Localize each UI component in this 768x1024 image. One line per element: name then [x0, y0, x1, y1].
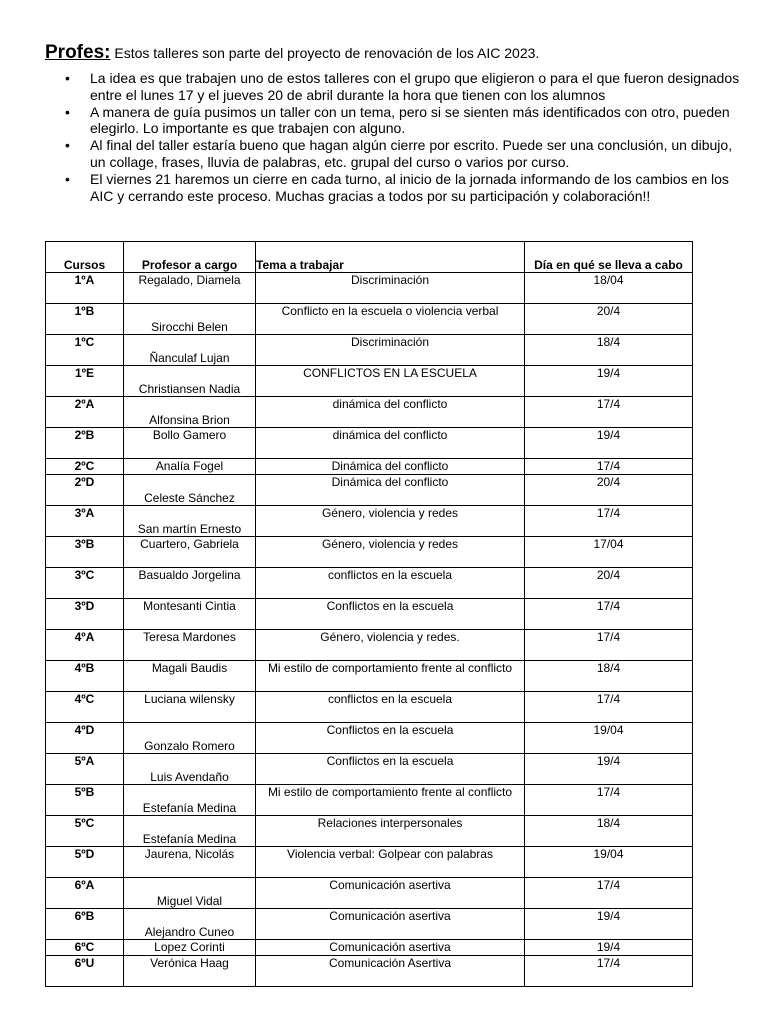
bullet-list: [45, 70, 745, 204]
curso-cell: 4ºD: [46, 723, 124, 754]
profesor-cell: Bollo Gamero: [124, 428, 256, 459]
header-cursos: Cursos: [46, 242, 124, 273]
curso-cell: 2ºA: [46, 397, 124, 428]
bullet-item: • Al final del taller estaría bueno que hagan algún cierre por escrito. Puede ser una conclusión, un dibujo, un collage, frases, lluvia de palabras, etc. grupal del curso o varios por curso.: [45, 137, 745, 171]
table-row: [46, 459, 693, 475]
curso-cell: 1ºE: [46, 366, 124, 397]
table-row: [46, 909, 693, 940]
table-row: [46, 878, 693, 909]
table-row: [46, 940, 693, 956]
profesor-cell: Cuartero, Gabriela: [124, 537, 256, 568]
table-row: [46, 273, 693, 304]
dia-cell: 20/4: [525, 304, 693, 335]
profesor-cell: Luciana wilensky: [124, 692, 256, 723]
dia-cell: 17/4: [525, 459, 693, 475]
curso-cell: 6ºC: [46, 940, 124, 956]
tema-cell: Mi estilo de comportamiento frente al conflicto: [256, 785, 525, 816]
table-row: [46, 956, 693, 987]
curso-cell: 1ºB: [46, 304, 124, 335]
dia-cell: 17/4: [525, 785, 693, 816]
dia-cell: 17/4: [525, 878, 693, 909]
profesor-cell: Lopez Corinti: [124, 940, 256, 956]
dia-cell: 17/4: [525, 630, 693, 661]
table-row: [46, 661, 693, 692]
dia-cell: 20/4: [525, 475, 693, 506]
profesor-cell: Analía Fogel: [124, 459, 256, 475]
dia-cell: 17/4: [525, 956, 693, 987]
tema-cell: Comunicación Asertiva: [256, 956, 525, 987]
profesor-cell: Estefanía Medina: [124, 816, 256, 847]
header-profesor: Profesor a cargo: [124, 242, 256, 273]
table-row: [46, 630, 693, 661]
dia-cell: 19/4: [525, 754, 693, 785]
curso-cell: 5ºD: [46, 847, 124, 878]
header-dia: Día en qué se lleva a cabo: [525, 242, 693, 273]
curso-cell: 4ºB: [46, 661, 124, 692]
table-row: [46, 397, 693, 428]
tema-cell: Discriminación: [256, 273, 525, 304]
table-row: [46, 723, 693, 754]
profesor-cell: Verónica Haag: [124, 956, 256, 987]
tema-cell: Discriminación: [256, 335, 525, 366]
profesor-cell: Ñanculaf Lujan: [124, 335, 256, 366]
profesor-cell: Jaurena, Nicolás: [124, 847, 256, 878]
tema-cell: conflictos en la escuela: [256, 692, 525, 723]
dia-cell: 19/4: [525, 428, 693, 459]
dia-cell: 19/4: [525, 909, 693, 940]
profesor-cell: Montesanti Cintia: [124, 599, 256, 630]
table-row: [46, 785, 693, 816]
tema-cell: Género, violencia y redes.: [256, 630, 525, 661]
table-header-row: [46, 242, 693, 273]
profesor-cell: Regalado, Diamela: [124, 273, 256, 304]
intro-heading: [45, 44, 745, 62]
profesor-cell: Alfonsina Brion: [124, 397, 256, 428]
dia-cell: 17/4: [525, 599, 693, 630]
curso-cell: 6ºU: [46, 956, 124, 987]
profesor-cell: Gonzalo Romero: [124, 723, 256, 754]
profesor-cell: Teresa Mardones: [124, 630, 256, 661]
curso-cell: 4ºA: [46, 630, 124, 661]
dia-cell: 17/4: [525, 397, 693, 428]
curso-cell: 2ºC: [46, 459, 124, 475]
table-row: [46, 754, 693, 785]
table-row: [46, 847, 693, 878]
table-row: [46, 304, 693, 335]
tema-cell: CONFLICTOS EN LA ESCUELA: [256, 366, 525, 397]
dia-cell: 18/04: [525, 273, 693, 304]
profes-label: Profes:: [45, 42, 111, 63]
curso-cell: 2ºD: [46, 475, 124, 506]
dia-cell: 19/4: [525, 366, 693, 397]
tema-cell: conflictos en la escuela: [256, 568, 525, 599]
tema-cell: Mi estilo de comportamiento frente al conflicto: [256, 661, 525, 692]
dia-cell: 18/4: [525, 661, 693, 692]
profesor-cell: Luis Avendaño: [124, 754, 256, 785]
dia-cell: 17/04: [525, 537, 693, 568]
curso-cell: 5ºA: [46, 754, 124, 785]
tema-cell: Conflicto en la escuela o violencia verbal: [256, 304, 525, 335]
curso-cell: 3ºA: [46, 506, 124, 537]
dia-cell: 18/4: [525, 816, 693, 847]
tema-cell: dinámica del conflicto: [256, 428, 525, 459]
tema-cell: Comunicación asertiva: [256, 909, 525, 940]
bullet-item: • La idea es que trabajen uno de estos talleres con el grupo que eligieron o para el que fueron designados entre el lunes 17 y el jueves 20 de abril durante la hora que tienen con los alumnos: [45, 70, 745, 104]
curso-cell: 6ºB: [46, 909, 124, 940]
profesor-cell: Magali Baudis: [124, 661, 256, 692]
tema-cell: Conflictos en la escuela: [256, 754, 525, 785]
curso-cell: 5ºB: [46, 785, 124, 816]
table-row: [46, 506, 693, 537]
profesor-cell: Estefanía Medina: [124, 785, 256, 816]
tema-cell: dinámica del conflicto: [256, 397, 525, 428]
dia-cell: 19/04: [525, 847, 693, 878]
curso-cell: 3ºB: [46, 537, 124, 568]
curso-cell: 6ºA: [46, 878, 124, 909]
dia-cell: 17/4: [525, 692, 693, 723]
tema-cell: Violencia verbal: Golpear con palabras: [256, 847, 525, 878]
curso-cell: 5ºC: [46, 816, 124, 847]
tema-cell: Relaciones interpersonales: [256, 816, 525, 847]
profesor-cell: Alejandro Cuneo: [124, 909, 256, 940]
dia-cell: 20/4: [525, 568, 693, 599]
workshop-table: [45, 241, 693, 987]
tema-cell: Género, violencia y redes: [256, 506, 525, 537]
tema-cell: Conflictos en la escuela: [256, 723, 525, 754]
table-row: [46, 568, 693, 599]
bullet-item: • A manera de guía pusimos un taller con un tema, pero si se sienten más identificados con otro, pueden elegirlo. Lo importante es que trabajen con alguno.: [45, 104, 745, 138]
profesor-cell: San martín Ernesto: [124, 506, 256, 537]
tema-cell: Dinámica del conflicto: [256, 459, 525, 475]
table-body: [46, 273, 693, 987]
dia-cell: 17/4: [525, 506, 693, 537]
profesor-cell: Christiansen Nadia: [124, 366, 256, 397]
curso-cell: 4ºC: [46, 692, 124, 723]
tema-cell: Comunicación asertiva: [256, 878, 525, 909]
tema-cell: Comunicación asertiva: [256, 940, 525, 956]
table-row: [46, 537, 693, 568]
table-row: [46, 335, 693, 366]
intro-text: Estos talleres son parte del proyecto de renovación de los AIC 2023.: [110, 45, 540, 61]
table-row: [46, 428, 693, 459]
tema-cell: Conflictos en la escuela: [256, 599, 525, 630]
curso-cell: 2ºB: [46, 428, 124, 459]
tema-cell: Género, violencia y redes: [256, 537, 525, 568]
profesor-cell: Sirocchi Belen: [124, 304, 256, 335]
tema-cell: Dinámica del conflicto: [256, 475, 525, 506]
dia-cell: 18/4: [525, 335, 693, 366]
table-row: [46, 475, 693, 506]
table-row: [46, 599, 693, 630]
curso-cell: 3ºC: [46, 568, 124, 599]
intro-section: [45, 44, 745, 204]
header-tema: Tema a trabajar: [256, 242, 525, 273]
curso-cell: 1ºC: [46, 335, 124, 366]
dia-cell: 19/4: [525, 940, 693, 956]
table-row: [46, 692, 693, 723]
curso-cell: 3ºD: [46, 599, 124, 630]
bullet-item: • El viernes 21 haremos un cierre en cada turno, al inicio de la jornada informando de los cambios en los AIC y cerrando este proceso. Muchas gracias a todos por su participación y colaboración!!: [45, 171, 745, 205]
profesor-cell: Celeste Sánchez: [124, 475, 256, 506]
dia-cell: 19/04: [525, 723, 693, 754]
table-row: [46, 366, 693, 397]
curso-cell: 1ºA: [46, 273, 124, 304]
profesor-cell: Miguel Vidal: [124, 878, 256, 909]
table-row: [46, 816, 693, 847]
profesor-cell: Basualdo Jorgelina: [124, 568, 256, 599]
